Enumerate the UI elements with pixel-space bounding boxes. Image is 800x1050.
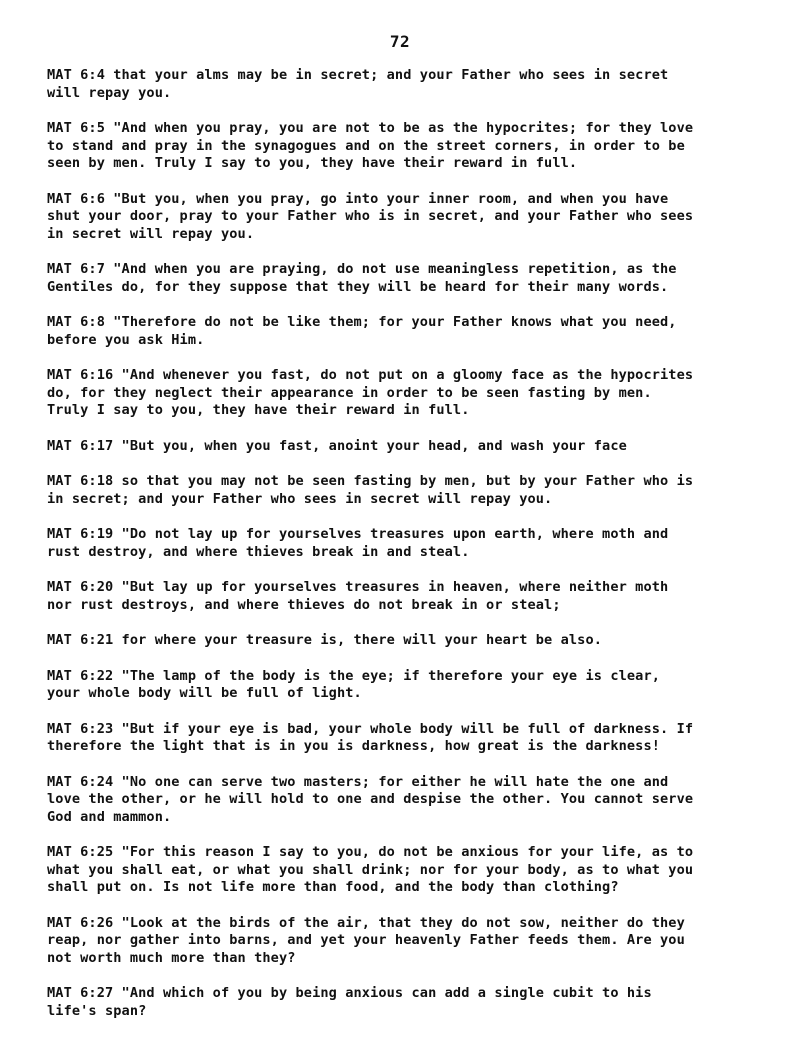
verse-mat-6-17: MAT 6:17 "But you, when you fast, anoint your head, and wash your face: [47, 437, 627, 454]
verse-mat-6-26: MAT 6:26 "Look at the birds of the air, that they do not sow, neither do they reap, nor gather into barns, and yet your heavenly Father feeds them. Are you not worth much more than they?: [47, 914, 685, 966]
verse-mat-6-22: MAT 6:22 "The lamp of the body is the eye; if therefore your eye is clear, your whole body will be full of light.: [47, 667, 661, 701]
verse-mat-6-18: MAT 6:18 so that you may not be seen fasting by men, but by your Father who is in secret; and your Father who sees in secret will repay you.: [47, 473, 694, 507]
page-number: 72: [389, 32, 411, 51]
verse-mat-6-7: MAT 6:7 "And when you are praying, do not use meaningless repetition, as the Gentiles do, for they suppose that they will be heard for their many words.: [47, 261, 677, 295]
verse-mat-6-24: MAT 6:24 "No one can serve two masters; for either he will hate the one and love the other, or he will hold to one and despise the other. You cannot serve God and mammon.: [47, 773, 694, 825]
verse-mat-6-16: MAT 6:16 "And whenever you fast, do not put on a gloomy face as the hypocrites do, for they neglect their appearance in order to be seen fasting by men. Truly I say to you, they have their reward in full.: [47, 367, 694, 418]
verse-list: [47, 67, 747, 1038]
verse-mat-6-21: MAT 6:21 for where your treasure is, there will your heart be also.: [47, 632, 603, 648]
verse-mat-6-19: MAT 6:19 "Do not lay up for yourselves treasures upon earth, where moth and rust destroy, and where thieves break in and steal.: [47, 526, 669, 560]
verse-mat-6-27: MAT 6:27 "And which of you by being anxious can add a single cubit to his life's span?: [47, 985, 652, 1019]
verse-mat-6-20: MAT 6:20 "But lay up for yourselves treasures in heaven, where neither moth nor rust destroys, and where thieves do not break in or steal;: [47, 579, 669, 613]
verse-mat-6-4: MAT 6:4 that your alms may be in secret; and your Father who sees in secret will repay you.: [47, 67, 669, 101]
verse-mat-6-6: MAT 6:6 "But you, when you pray, go into your inner room, and when you have shut your door, pray to your Father who is in secret, and your Father who sees in secret will repay you.: [47, 190, 694, 242]
verse-mat-6-23: MAT 6:23 "But if your eye is bad, your whole body will be full of darkness. If therefore the light that is in you is darkness, how great is the darkness!: [47, 720, 694, 754]
verse-mat-6-8: MAT 6:8 "Therefore do not be like them; for your Father knows what you need, before you ask Him.: [47, 314, 677, 348]
verse-mat-6-25: MAT 6:25 "For this reason I say to you, do not be anxious for your life, as to what you shall eat, or what you shall drink; nor for your body, as to what you shall put on. Is not life more than food, and the body than clothing?: [47, 844, 694, 895]
verse-mat-6-5: MAT 6:5 "And when you pray, you are not to be as the hypocrites; for they love to stand and pray in the synagogues and on the street corners, in order to be seen by men. Truly I say to you, they have their reward in full.: [47, 120, 694, 171]
